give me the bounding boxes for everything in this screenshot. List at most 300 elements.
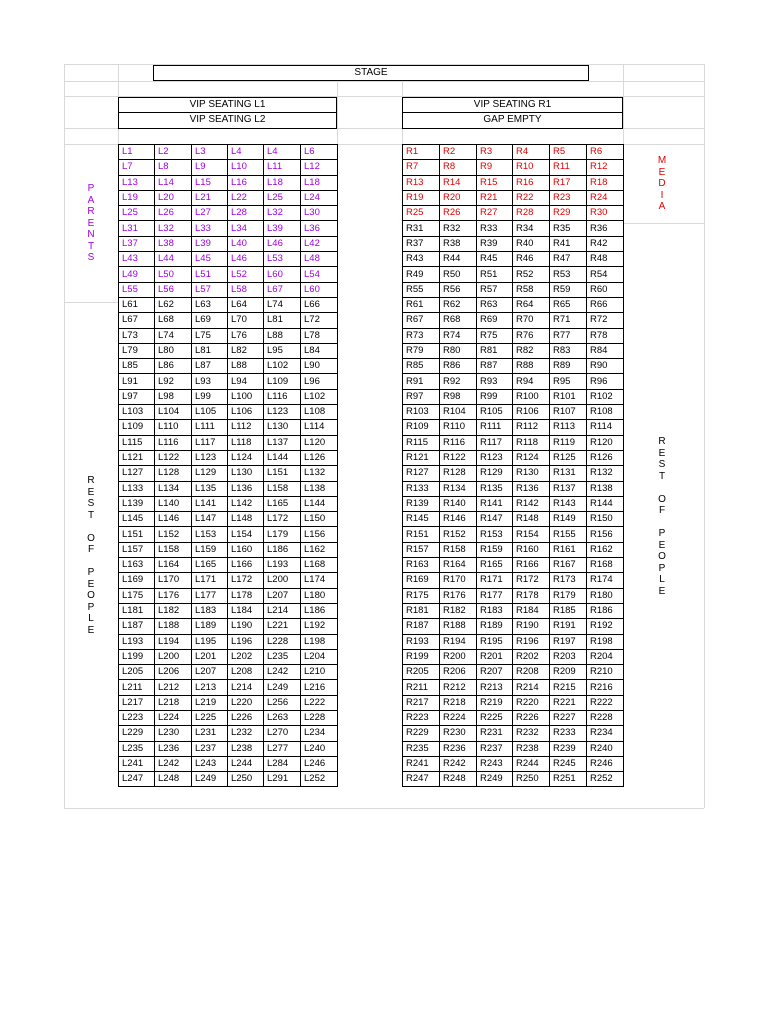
seat-cell: L214 — [264, 603, 301, 618]
seat-cell: R96 — [587, 374, 624, 389]
seat-cell: L157 — [119, 542, 155, 557]
seat-cell: R161 — [550, 542, 587, 557]
seat-cell: L15 — [192, 175, 228, 190]
seat-cell: R62 — [440, 297, 477, 312]
seat-row — [119, 710, 338, 725]
seat-cell: L126 — [301, 450, 338, 465]
seat-cell: L111 — [192, 420, 228, 435]
seat-cell: L103 — [119, 405, 155, 420]
seat-cell: R74 — [440, 328, 477, 343]
seat-cell: L159 — [192, 542, 228, 557]
seat-cell: L168 — [301, 558, 338, 573]
seat-cell: R239 — [550, 741, 587, 756]
seat-cell: R184 — [513, 603, 550, 618]
seat-cell: L130 — [228, 466, 264, 481]
seat-cell: L165 — [192, 558, 228, 573]
seat-cell: L183 — [192, 603, 228, 618]
seat-cell: L121 — [119, 450, 155, 465]
seat-cell: R227 — [550, 710, 587, 725]
seat-cell: L186 — [301, 603, 338, 618]
seat-cell: R192 — [587, 619, 624, 634]
seat-row — [403, 359, 624, 374]
seat-cell: L240 — [301, 741, 338, 756]
label-letter: P — [87, 567, 95, 578]
seat-row — [403, 603, 624, 618]
seat-cell: L61 — [119, 297, 155, 312]
seat-cell: L244 — [228, 756, 264, 771]
seat-cell: L171 — [192, 573, 228, 588]
seat-cell: L94 — [228, 374, 264, 389]
seat-cell: L180 — [301, 588, 338, 603]
seat-cell: R2 — [440, 145, 477, 160]
seat-cell: R27 — [477, 206, 513, 221]
seat-cell: R142 — [513, 496, 550, 511]
seat-cell: R245 — [550, 756, 587, 771]
seat-cell: L263 — [264, 710, 301, 725]
seat-cell: R208 — [513, 665, 550, 680]
seat-cell: L99 — [192, 389, 228, 404]
seat-cell: L158 — [155, 542, 192, 557]
seat-cell: L21 — [192, 190, 228, 205]
seat-cell: R171 — [477, 573, 513, 588]
seat-row — [119, 481, 338, 496]
seat-cell: L57 — [192, 282, 228, 297]
seat-cell: L194 — [155, 634, 192, 649]
seat-cell: L214 — [228, 680, 264, 695]
label-letter: D — [658, 178, 666, 189]
seat-cell: R10 — [513, 160, 550, 175]
seat-cell: R140 — [440, 496, 477, 511]
seat-cell: R108 — [587, 405, 624, 420]
seat-cell: L46 — [264, 236, 301, 251]
seat-row — [403, 772, 624, 787]
seat-cell: R221 — [550, 695, 587, 710]
seat-cell: R93 — [477, 374, 513, 389]
seat-cell: R242 — [440, 756, 477, 771]
seat-cell: L110 — [155, 420, 192, 435]
seat-cell: L14 — [155, 175, 192, 190]
seat-cell: R232 — [513, 726, 550, 741]
seat-cell: L72 — [301, 313, 338, 328]
seat-cell: L37 — [119, 236, 155, 251]
seat-cell: L181 — [119, 603, 155, 618]
seat-cell: R148 — [513, 512, 550, 527]
seat-cell: L87 — [192, 359, 228, 374]
label-letter: E — [87, 486, 95, 498]
seat-cell: L145 — [119, 512, 155, 527]
seat-cell: R220 — [513, 695, 550, 710]
seat-row — [119, 695, 338, 710]
seat-cell: R181 — [403, 603, 440, 618]
seat-cell: R20 — [440, 190, 477, 205]
seat-cell: L40 — [228, 236, 264, 251]
seat-cell: R195 — [477, 634, 513, 649]
seat-cell: R211 — [403, 680, 440, 695]
seat-cell: R214 — [513, 680, 550, 695]
seat-cell: R124 — [513, 450, 550, 465]
seat-row — [119, 374, 338, 389]
seat-cell: R8 — [440, 160, 477, 175]
seat-cell: R119 — [550, 435, 587, 450]
seat-cell: L34 — [228, 221, 264, 236]
seat-cell: R60 — [587, 282, 624, 297]
seat-cell: R22 — [513, 190, 550, 205]
seat-cell: L11 — [264, 160, 301, 175]
seat-cell: R30 — [587, 206, 624, 221]
seat-cell: R50 — [440, 267, 477, 282]
seat-cell: R76 — [513, 328, 550, 343]
seat-cell: L241 — [119, 756, 155, 771]
seat-row — [119, 573, 338, 588]
seat-cell: R228 — [587, 710, 624, 725]
seat-cell: L109 — [119, 420, 155, 435]
seat-cell: L127 — [119, 466, 155, 481]
seat-cell: L26 — [155, 206, 192, 221]
seat-cell: L116 — [155, 435, 192, 450]
seat-cell: R79 — [403, 343, 440, 358]
seat-cell: L270 — [264, 726, 301, 741]
seat-row — [119, 282, 338, 297]
seat-cell: R165 — [477, 558, 513, 573]
seat-cell: L93 — [192, 374, 228, 389]
seat-cell: L154 — [228, 527, 264, 542]
seat-cell: L102 — [301, 389, 338, 404]
seat-cell: L242 — [264, 665, 301, 680]
seat-cell: L217 — [119, 695, 155, 710]
seat-cell: L70 — [228, 313, 264, 328]
seat-cell: R149 — [550, 512, 587, 527]
seat-row — [403, 405, 624, 420]
seat-cell: L291 — [264, 772, 301, 787]
seat-cell: L50 — [155, 267, 192, 282]
seat-cell: R100 — [513, 389, 550, 404]
seat-cell: R31 — [403, 221, 440, 236]
seat-cell: R81 — [477, 343, 513, 358]
seat-cell: L54 — [301, 267, 338, 282]
seat-cell: L187 — [119, 619, 155, 634]
seat-row — [119, 527, 338, 542]
seat-cell: L3 — [192, 145, 228, 160]
seat-cell: L91 — [119, 374, 155, 389]
seat-cell: R16 — [513, 175, 550, 190]
seat-cell: L2 — [155, 145, 192, 160]
seat-row — [403, 435, 624, 450]
seat-cell: L81 — [192, 343, 228, 358]
seat-cell: R170 — [440, 573, 477, 588]
seat-cell: L9 — [192, 160, 228, 175]
seat-row — [403, 160, 624, 175]
seat-cell: L25 — [119, 206, 155, 221]
seat-cell: L150 — [301, 512, 338, 527]
seat-row — [119, 206, 338, 221]
seat-row — [119, 741, 338, 756]
seat-cell: R78 — [587, 328, 624, 343]
seat-cell: L216 — [301, 680, 338, 695]
seat-cell: L135 — [192, 481, 228, 496]
seat-cell: R205 — [403, 665, 440, 680]
seat-cell: L43 — [119, 252, 155, 267]
seat-row — [119, 297, 338, 312]
seat-cell: R84 — [587, 343, 624, 358]
seat-cell: R88 — [513, 359, 550, 374]
seat-cell: L63 — [192, 297, 228, 312]
seat-cell: L213 — [192, 680, 228, 695]
seat-cell: R55 — [403, 282, 440, 297]
label-letter — [656, 517, 668, 529]
vip-seating-l1: VIP SEATING L1 — [118, 97, 337, 113]
seat-cell: L98 — [155, 389, 192, 404]
label-letter: F — [658, 505, 666, 516]
seat-cell: L46 — [228, 252, 264, 267]
seat-row — [403, 741, 624, 756]
seat-row — [403, 619, 624, 634]
seat-cell: L210 — [301, 665, 338, 680]
seat-cell: L238 — [228, 741, 264, 756]
seat-cell: L56 — [155, 282, 192, 297]
seat-cell: R35 — [550, 221, 587, 236]
seat-cell: L33 — [192, 221, 228, 236]
seat-cell: L20 — [155, 190, 192, 205]
rest-of-people-left-label — [85, 475, 97, 636]
seat-cell: L115 — [119, 435, 155, 450]
seat-cell: L196 — [228, 634, 264, 649]
seat-cell: L96 — [301, 374, 338, 389]
seat-cell: R129 — [477, 466, 513, 481]
seat-cell: L195 — [192, 634, 228, 649]
seat-cell: L39 — [264, 221, 301, 236]
seat-cell: L36 — [301, 221, 338, 236]
seat-cell: L144 — [264, 450, 301, 465]
seat-cell: L182 — [155, 603, 192, 618]
seat-cell: L39 — [192, 236, 228, 251]
label-letter: I — [660, 189, 664, 201]
seat-cell: R157 — [403, 542, 440, 557]
seat-cell: L74 — [155, 328, 192, 343]
seat-cell: L178 — [228, 588, 264, 603]
seat-cell: R172 — [513, 573, 550, 588]
seat-cell: R198 — [587, 634, 624, 649]
seat-cell: R54 — [587, 267, 624, 282]
seat-cell: L249 — [264, 680, 301, 695]
seat-cell: R32 — [440, 221, 477, 236]
seat-cell: R158 — [440, 542, 477, 557]
seat-cell: R86 — [440, 359, 477, 374]
seat-cell: L231 — [192, 726, 228, 741]
seat-cell: L64 — [228, 297, 264, 312]
seat-cell: R187 — [403, 619, 440, 634]
seat-cell: R106 — [513, 405, 550, 420]
seat-cell: L144 — [301, 496, 338, 511]
seat-cell: L246 — [301, 756, 338, 771]
seat-cell: L76 — [228, 328, 264, 343]
seat-cell: R63 — [477, 297, 513, 312]
seat-cell: R179 — [550, 588, 587, 603]
seat-cell: L152 — [155, 527, 192, 542]
left-seating-table — [118, 144, 338, 787]
seat-cell: L177 — [192, 588, 228, 603]
label-letter: E — [658, 447, 666, 459]
seat-cell: R146 — [440, 512, 477, 527]
seat-cell: L88 — [228, 359, 264, 374]
seat-row — [403, 343, 624, 358]
seat-cell: L172 — [228, 573, 264, 588]
seat-cell: R147 — [477, 512, 513, 527]
seat-cell: L38 — [155, 236, 192, 251]
seat-cell: R115 — [403, 435, 440, 450]
seat-cell: L105 — [192, 405, 228, 420]
seat-cell: R177 — [477, 588, 513, 603]
seat-cell: R40 — [513, 236, 550, 251]
seat-cell: R61 — [403, 297, 440, 312]
seat-cell: R105 — [477, 405, 513, 420]
seat-cell: L151 — [119, 527, 155, 542]
seat-cell: R85 — [403, 359, 440, 374]
seat-cell: R160 — [513, 542, 550, 557]
seat-cell: L102 — [264, 359, 301, 374]
seat-row — [403, 252, 624, 267]
seat-cell: L108 — [301, 405, 338, 420]
seat-cell: R182 — [440, 603, 477, 618]
seat-cell: R135 — [477, 481, 513, 496]
seat-cell: L237 — [192, 741, 228, 756]
seat-cell: R127 — [403, 466, 440, 481]
label-letter: E — [658, 166, 666, 178]
seat-cell: R121 — [403, 450, 440, 465]
seat-cell: L142 — [228, 496, 264, 511]
label-letter: T — [87, 240, 95, 252]
seat-row — [403, 588, 624, 603]
seat-cell: L220 — [228, 695, 264, 710]
seat-cell: L60 — [264, 267, 301, 282]
seat-cell: R66 — [587, 297, 624, 312]
seat-cell: L137 — [264, 435, 301, 450]
seat-cell: R7 — [403, 160, 440, 175]
seat-cell: R126 — [587, 450, 624, 465]
seat-cell: R141 — [477, 496, 513, 511]
seat-row — [403, 558, 624, 573]
seat-cell: R137 — [550, 481, 587, 496]
seat-cell: L66 — [301, 297, 338, 312]
seat-cell: R36 — [587, 221, 624, 236]
seat-row — [119, 756, 338, 771]
seat-cell: R17 — [550, 175, 587, 190]
seat-cell: L32 — [155, 221, 192, 236]
seat-row — [403, 450, 624, 465]
seat-row — [403, 267, 624, 282]
label-letter: O — [658, 493, 666, 505]
seat-cell: R43 — [403, 252, 440, 267]
seat-cell: L18 — [301, 175, 338, 190]
seat-cell: L124 — [228, 450, 264, 465]
seat-cell: L166 — [228, 558, 264, 573]
seat-cell: R194 — [440, 634, 477, 649]
seat-cell: R212 — [440, 680, 477, 695]
seat-cell: R150 — [587, 512, 624, 527]
seat-cell: L120 — [301, 435, 338, 450]
seat-cell: R49 — [403, 267, 440, 282]
seat-row — [403, 236, 624, 251]
seat-cell: R183 — [477, 603, 513, 618]
seat-cell: L250 — [228, 772, 264, 787]
seat-cell: R215 — [550, 680, 587, 695]
seat-cell: R138 — [587, 481, 624, 496]
seat-cell: L204 — [301, 649, 338, 664]
seat-cell: R188 — [440, 619, 477, 634]
seat-cell: L13 — [119, 175, 155, 190]
seat-cell: L225 — [192, 710, 228, 725]
seat-cell: R185 — [550, 603, 587, 618]
seat-cell: L118 — [228, 435, 264, 450]
seat-cell: R226 — [513, 710, 550, 725]
seat-cell: R204 — [587, 649, 624, 664]
seat-row — [403, 282, 624, 297]
seat-row — [119, 450, 338, 465]
seat-cell: R248 — [440, 772, 477, 787]
seat-cell: R144 — [587, 496, 624, 511]
label-letter — [656, 482, 668, 494]
seat-cell: R57 — [477, 282, 513, 297]
seat-cell: R65 — [550, 297, 587, 312]
seat-cell: R15 — [477, 175, 513, 190]
seat-cell: R222 — [587, 695, 624, 710]
seat-cell: L184 — [228, 603, 264, 618]
seat-row — [403, 145, 624, 160]
seat-row — [119, 328, 338, 343]
seat-cell: L106 — [228, 405, 264, 420]
seat-cell: R77 — [550, 328, 587, 343]
seat-cell: L256 — [264, 695, 301, 710]
gap-empty-label: GAP EMPTY — [402, 112, 623, 129]
seat-cell: R111 — [477, 420, 513, 435]
seat-cell: L31 — [119, 221, 155, 236]
seat-cell: L79 — [119, 343, 155, 358]
seat-cell: R235 — [403, 741, 440, 756]
seat-cell: L252 — [301, 772, 338, 787]
seat-row — [119, 619, 338, 634]
label-letter: L — [659, 574, 665, 585]
seat-cell: L130 — [264, 420, 301, 435]
media-label — [656, 155, 668, 213]
label-letter: A — [87, 194, 95, 206]
seat-cell: L97 — [119, 389, 155, 404]
seat-row — [403, 206, 624, 221]
right-seating-table — [402, 144, 624, 787]
rest-of-people-right-label — [656, 436, 668, 597]
seat-cell: L222 — [301, 695, 338, 710]
seat-cell: R236 — [440, 741, 477, 756]
seat-cell: L148 — [228, 512, 264, 527]
seat-cell: R26 — [440, 206, 477, 221]
seat-row — [403, 420, 624, 435]
seat-cell: L116 — [264, 389, 301, 404]
label-letter: N — [87, 229, 95, 240]
seat-cell: R67 — [403, 313, 440, 328]
seat-cell: R240 — [587, 741, 624, 756]
seat-cell: L207 — [264, 588, 301, 603]
seat-cell: L242 — [155, 756, 192, 771]
seat-cell: L24 — [301, 190, 338, 205]
seat-cell: L100 — [228, 389, 264, 404]
seat-cell: R247 — [403, 772, 440, 787]
seat-cell: R224 — [440, 710, 477, 725]
seat-cell: L223 — [119, 710, 155, 725]
seat-cell: L49 — [119, 267, 155, 282]
label-letter: R — [87, 206, 95, 217]
seat-cell: L67 — [264, 282, 301, 297]
seat-cell: R39 — [477, 236, 513, 251]
seat-cell: R28 — [513, 206, 550, 221]
seat-cell: L58 — [228, 282, 264, 297]
